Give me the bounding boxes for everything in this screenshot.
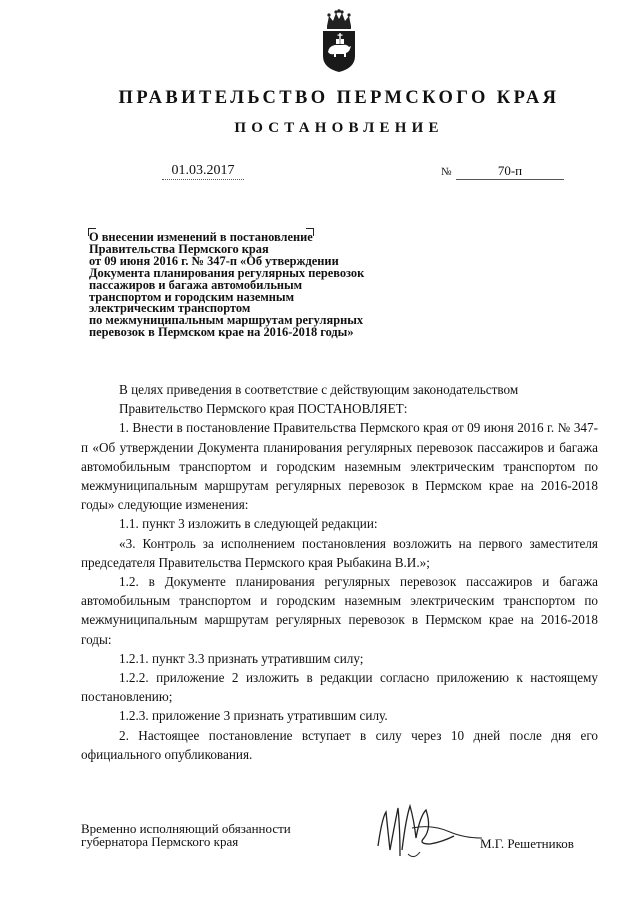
signatory-position-line: Временно исполняющий обязанности xyxy=(81,821,291,836)
paragraph-1-2-2: 1.2.2. приложение 2 изложить в редакции согласно приложению к настоящему постановлению; xyxy=(81,670,598,705)
paragraph-1: 1. Внести в постановление Правительства Пермского края от 09 июня 2016 г. № 347-п «Об утверждении Документа планирования регулярных перевозок пассажиров и багажа автомобильным транспортом и городским наземным электрическим транспортом по межмуниципальным маршрутам регулярных перевозок в Пермском крае на 2016-2018 годы» следующие изменения: xyxy=(81,420,598,513)
paragraph-1-2: 1.2. в Документе планирования регулярных перевозок пассажиров и багажа автомобильным транспортом и городским наземным электрическим транспортом по межмуниципальным маршрутам регулярных перевозок в Пермском крае на 2016-2018 годы: xyxy=(81,574,598,647)
subject-line: по межмуниципальным маршрутам регулярных xyxy=(89,313,364,328)
subject-line: О внесении изменений в постановление xyxy=(89,230,313,244)
paragraph-2: 2. Настоящее постановление вступает в силу через 10 дней после дня его официального опубликования. xyxy=(81,727,598,762)
subject-line: электрическим транспортом xyxy=(89,301,251,316)
subject-line: Правительства Пермского края xyxy=(89,241,269,256)
paragraph-1-1-quote: «3. Контроль за исполнением постановления возложить на первого заместителя председателя Правительства Пермского края Рыбакина В.И.»; xyxy=(81,535,598,570)
subject-line: пассажиров и багажа автомобильным xyxy=(89,277,303,292)
paragraph-1-2-3: 1.2.3. приложение 3 признать утратившим силу. xyxy=(119,708,388,724)
coat-of-arms-icon xyxy=(319,8,359,74)
number-sign: № xyxy=(441,166,452,178)
document-body xyxy=(81,380,598,764)
signatory-name: М.Г. Решетников xyxy=(480,836,574,851)
subject-line: Документа планирования регулярных перевозок xyxy=(89,265,365,280)
government-title: ПРАВИТЕЛЬСТВО ПЕРМСКОГО КРАЯ xyxy=(118,88,560,108)
subject-block xyxy=(89,232,449,339)
handwritten-signature-icon xyxy=(372,798,492,868)
intro-resolution: Правительство Пермского края ПОСТАНОВЛЯЕТ: xyxy=(119,401,408,417)
subject-line: от 09 июня 2016 г. № 347-п «Об утверждении xyxy=(89,253,339,268)
subject-line: перевозок в Пермском крае на 2016-2018 годы» xyxy=(89,325,354,340)
paragraph-1-1: 1.1. пункт 3 изложить в следующей редакции: xyxy=(119,516,378,532)
paragraph-1-2-1: 1.2.1. пункт 3.3 признать утратившим силу; xyxy=(119,650,364,666)
intro-paragraph: В целях приведения в соответствие с действующим законодательством xyxy=(119,382,519,397)
signatory-position xyxy=(81,822,291,848)
subject-line: транспортом и городским наземным xyxy=(89,289,295,304)
document-number: 70-п xyxy=(456,163,564,180)
signatory-position-line: губернатора Пермского края xyxy=(81,834,239,849)
document-date: 01.03.2017 xyxy=(162,163,244,180)
document-type-title: ПОСТАНОВЛЕНИЕ xyxy=(234,120,444,136)
